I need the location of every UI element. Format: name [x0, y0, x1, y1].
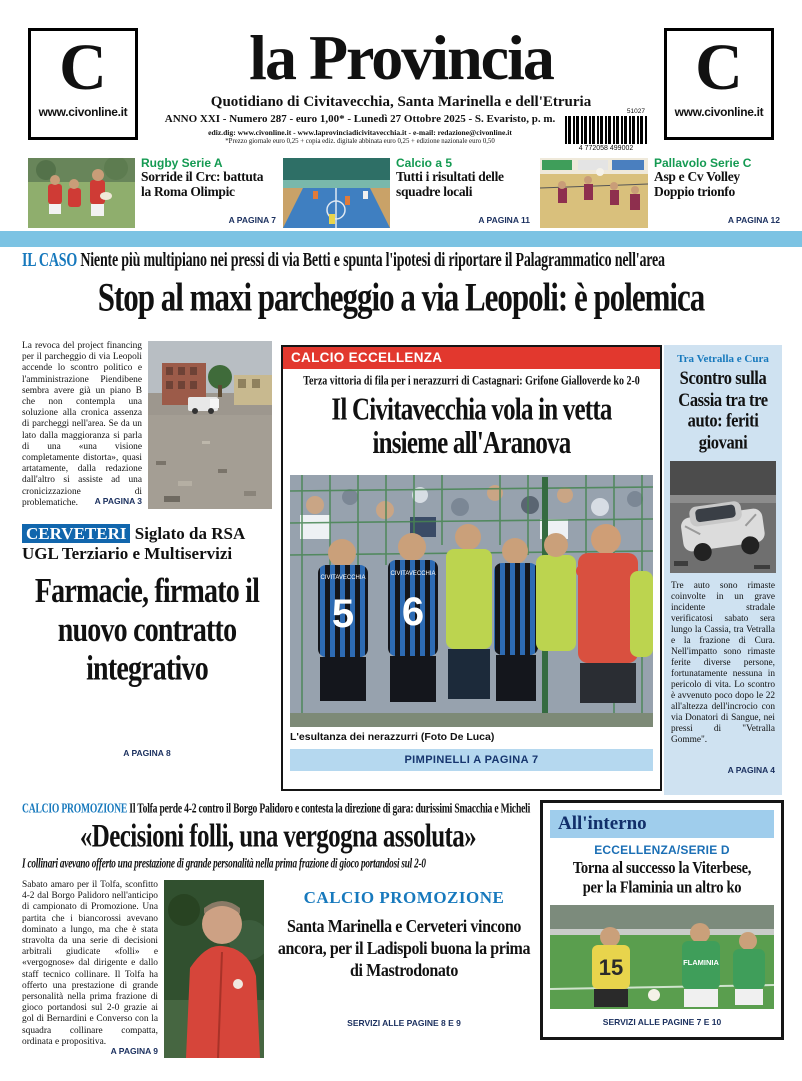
volleyball-match-photo [540, 158, 648, 228]
tolfa-kicker: CALCIO PROMOZIONE [22, 801, 128, 817]
inside-header: All'interno [550, 810, 774, 838]
teaser-title: Sorride il Crc: battuta la Roma Olimpic [141, 169, 264, 199]
car-crash-photo [670, 461, 776, 573]
lead-page-ref: A PAGINA 3 [94, 496, 142, 506]
inside-box [540, 800, 784, 1040]
accident-headline: Scontro sulla Cassia tra tre auto: feriti giovani [678, 366, 768, 453]
barcode-top-number: 51027 [626, 108, 645, 115]
accident-body: Tre auto sono rimaste coinvolte in un grave incidente stradale verificatosi sabato sera lungo la Cassia, tra Vetralla e la frazione di Cura. Nell'impatto sono rimaste ferite diverse persone, fortunatamente nessuna in pericolo di vita. Lo scontro è avvenuto poco dopo le 22 all'altezza dell'incrocio con via Donatori di Sangue, nei pressi di "Vetralla Gomme". [671, 581, 775, 745]
eccellenza-caption: L'esultanza dei nerazzurri (Foto De Luca) [290, 731, 495, 743]
lead-deck: Niente più multipiano nei pressi di via Betti e spunta l'ipotesi di riportare il Palagrammatico nell'area [80, 250, 665, 272]
accident-page-ref: A PAGINA 4 [727, 765, 775, 775]
lead-kicker-row [22, 250, 780, 273]
celebration-photo [290, 475, 653, 727]
teaser-kicker: Calcio a 5 [396, 156, 453, 170]
logo-c-letter: C [695, 31, 743, 104]
futsal-court-photo [283, 158, 390, 228]
inside-kicker: ECCELLENZA/SERIE D [594, 843, 730, 857]
dateline: ANNO XXI - Numero 287 - euro 1,00* - Lunedì 27 Ottobre 2025 - S. Evaristo, p. m. [164, 113, 556, 125]
newspaper-title: la Provincia [249, 22, 553, 93]
barcode-number: 4 772058 499002 [578, 145, 634, 152]
teaser-kicker: Pallavolo Serie C [654, 156, 752, 170]
teaser-page-ref: A PAGINA 7 [228, 215, 276, 225]
promozione-page-ref: SERVIZI ALLE PAGINE 8 E 9 [347, 1018, 461, 1028]
barcode [565, 108, 647, 154]
cerveteri-headline: Farmacie, firmato il nuovo contratto integrativo [34, 572, 260, 689]
teaser-page-ref: A PAGINA 11 [478, 215, 530, 225]
inside-page-ref: SERVIZI ALLE PAGINE 7 E 10 [602, 1017, 722, 1027]
lead-kicker: IL CASO [22, 250, 78, 272]
logo-url: www.civonline.it [674, 105, 764, 119]
cerveteri-kicker: CERVETERI [22, 524, 130, 543]
corner-logo-right [664, 28, 774, 140]
eccellenza-headline: Il Civitavecchia vola in vetta insieme all'Aranova [331, 393, 612, 461]
tolfa-deck: Il Tolfa perde 4-2 contro il Borgo Palidoro e contesta la direzione di gara: durissimi Smacchia e Micheli [129, 801, 531, 817]
eccellenza-section-bar: CALCIO ECCELLENZA [283, 347, 660, 369]
teaser-kicker: Rugby Serie A [141, 156, 223, 170]
tolfa-page-ref: A PAGINA 9 [110, 1046, 158, 1056]
logo-c-letter: C [59, 31, 107, 104]
accident-kicker: Tra Vetralla e Cura [677, 353, 769, 365]
accident-box [664, 345, 782, 795]
tolfa-subdeck: I collinari avevano offerto una prestazione di grande personalità nella prima frazione di gioco portandosi sul 2-0 [22, 856, 426, 871]
cerveteri-deck-line1: Siglato da RSA [134, 524, 246, 543]
promozione-headline: Santa Marinella e Cerveteri vincono ancora, per il Ladispoli buona la prima di Mastrodonato [277, 917, 531, 981]
rugby-match-photo [28, 158, 135, 228]
newspaper-subtitle: Quotidiano di Civitavecchia, Santa Marinella e dell'Etruria [210, 94, 592, 110]
cerveteri-deck-line2: UGL Terziario e Multiservizi [22, 543, 233, 563]
cyan-divider-strip [0, 231, 802, 247]
lead-body: La revoca del project financing per il parcheggio di via Leopoli accende lo scontro politico e l'amministrazione Piendibene sembra avere già un piano B che non contempla una soluzione alla cronica assenza di parcheggi nell'area. Se da un lato dalla maggioranza si parla di una «una visione completamente distorta», quasi artatamente, dalla redazione dall'altro si assiste ad una cronicizzazione di problematiche. [22, 341, 142, 508]
flaminia-match-photo [550, 905, 774, 1009]
promozione-section: CALCIO PROMOZIONE [303, 888, 505, 907]
masthead-contacts: ediz.dig: www.civonline.it - www.laprovinciadicivitavecchia.it - e-mail: redazione@civonline.it [208, 127, 512, 137]
inside-headline: Torna al successo la Viterbese, per la Flaminia un altro ko [572, 859, 752, 897]
teaser-title: Asp e Cv Volley Doppio trionfo [654, 169, 740, 199]
corner-logo-left [28, 28, 138, 140]
parking-lot-photo [148, 341, 272, 509]
eccellenza-deck: Terza vittoria di fila per i nerazzurri di Castagnari: Grifone Gialloverde ko 2-0 [303, 374, 640, 389]
svg-text:FLAMINIA: FLAMINIA [683, 958, 719, 967]
cerveteri-deck [22, 524, 272, 563]
svg-text:CIVITAVECCHIA: CIVITAVECCHIA [390, 571, 436, 577]
svg-text:15: 15 [598, 955, 624, 980]
teaser-futsal [396, 157, 530, 227]
tolfa-kicker-row [22, 801, 534, 817]
barcode-bars [565, 116, 647, 144]
tolfa-coach-photo [164, 880, 264, 1058]
svg-text:CIVITAVECCHIA: CIVITAVECCHIA [320, 575, 366, 581]
tolfa-body: Sabato amaro per il Tolfa, sconfitto 4-2 dal Borgo Palidoro nell'anticipo di campionato di Promozione. Una partita che i biancorossi avevano dominato a lungo, ma che è stata stravolta da una serie di decisioni arbitrali giudicate «folli» e «vergognose» dal dirigente e dallo staff tecnico collinare. Il Tolfa ha offerto una prestazione di grande personalità nella prima frazione di gioco portandosi sul 2-0 grazie ai gol di Bernardini e Converso con la squadra collinare compatta, ordinata e propositiva. [22, 880, 158, 1047]
teaser-volley [654, 157, 780, 227]
masthead-price-note: *Prezzo giornale euro 0,25 + copia ediz. digitale abbinata euro 0,25 + edizione nazionale euro 0,50 [225, 137, 495, 145]
teaser-title: Tutti i risultati delle squadre locali [396, 169, 504, 199]
eccellenza-box [281, 345, 662, 791]
tolfa-headline: «Decisioni folli, una vergogna assoluta» [79, 819, 477, 855]
logo-url: www.civonline.it [38, 105, 128, 119]
cerveteri-page-ref: A PAGINA 8 [123, 748, 171, 758]
svg-text:5: 5 [331, 592, 355, 636]
svg-text:6: 6 [401, 590, 425, 634]
teaser-rugby [141, 157, 276, 227]
eccellenza-page-bar: PIMPINELLI A PAGINA 7 [290, 749, 653, 771]
promozione-box [274, 888, 534, 1048]
teaser-page-ref: A PAGINA 12 [727, 215, 780, 225]
lead-headline: Stop al maxi parcheggio a via Leopoli: è polemica [97, 274, 705, 320]
